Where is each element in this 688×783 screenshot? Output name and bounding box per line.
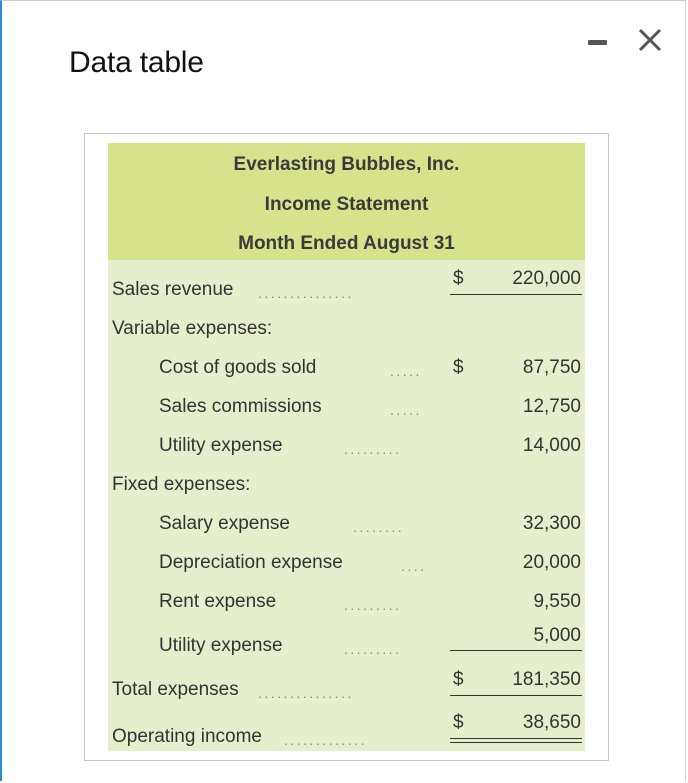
- dialog-title: Data table: [69, 46, 204, 79]
- cost-of-goods-sold-label: Cost of goods sold: [159, 357, 317, 378]
- double-underline: [450, 738, 582, 743]
- company-name: Everlasting Bubbles, Inc.: [233, 154, 460, 175]
- income-statement-table: [108, 143, 585, 751]
- depreciation-expense-value: 20,000: [522, 552, 581, 573]
- sales-commissions-value: 12,750: [522, 396, 581, 417]
- fixed-expenses-heading: Fixed expenses:: [112, 474, 251, 495]
- operating-income-value: 38,650: [522, 712, 581, 733]
- statement-name: Income Statement: [264, 194, 429, 215]
- close-button[interactable]: [636, 26, 664, 54]
- currency-symbol: $: [453, 268, 464, 289]
- rent-expense-label: Rent expense: [159, 591, 277, 612]
- currency-symbol: $: [453, 712, 464, 733]
- total-expenses-value: 181,350: [512, 669, 581, 690]
- minimize-button[interactable]: [588, 40, 607, 45]
- sales-commissions-label: Sales commissions: [159, 396, 322, 417]
- close-icon: [636, 26, 664, 54]
- sales-revenue-value: 220,000: [512, 268, 581, 289]
- sales-revenue-label: Sales revenue: [112, 279, 234, 300]
- leader-dots: ...............: [258, 285, 354, 301]
- utility-expense-fixed-label: Utility expense: [159, 635, 283, 656]
- leader-dots: ....: [401, 558, 427, 574]
- variable-expenses-heading: Variable expenses:: [112, 318, 273, 339]
- leader-dots: .....: [390, 402, 422, 418]
- leader-dots: .....: [390, 363, 422, 379]
- salary-expense-value: 32,300: [522, 513, 581, 534]
- utility-expense-label: Utility expense: [159, 435, 283, 456]
- salary-expense-label: Salary expense: [159, 513, 290, 534]
- underline: [450, 650, 582, 651]
- statement-period: Month Ended August 31: [238, 233, 455, 254]
- utility-expense-fixed-value: 5,000: [533, 625, 581, 646]
- utility-expense-value: 14,000: [522, 435, 581, 456]
- underline: [450, 294, 582, 295]
- leader-dots: .........: [344, 641, 402, 657]
- leader-dots: ...............: [258, 685, 354, 701]
- currency-symbol: $: [453, 669, 464, 690]
- leader-dots: .........: [344, 441, 402, 457]
- depreciation-expense-label: Depreciation expense: [159, 552, 343, 573]
- underline: [450, 695, 582, 696]
- cost-of-goods-sold-value: 87,750: [522, 357, 581, 378]
- total-expenses-label: Total expenses: [112, 679, 239, 700]
- rent-expense-value: 9,550: [533, 591, 581, 612]
- currency-symbol: $: [453, 357, 464, 378]
- leader-dots: .........: [344, 597, 402, 613]
- leader-dots: .............: [284, 732, 368, 748]
- operating-income-label: Operating income: [112, 726, 262, 747]
- leader-dots: ........: [353, 519, 405, 535]
